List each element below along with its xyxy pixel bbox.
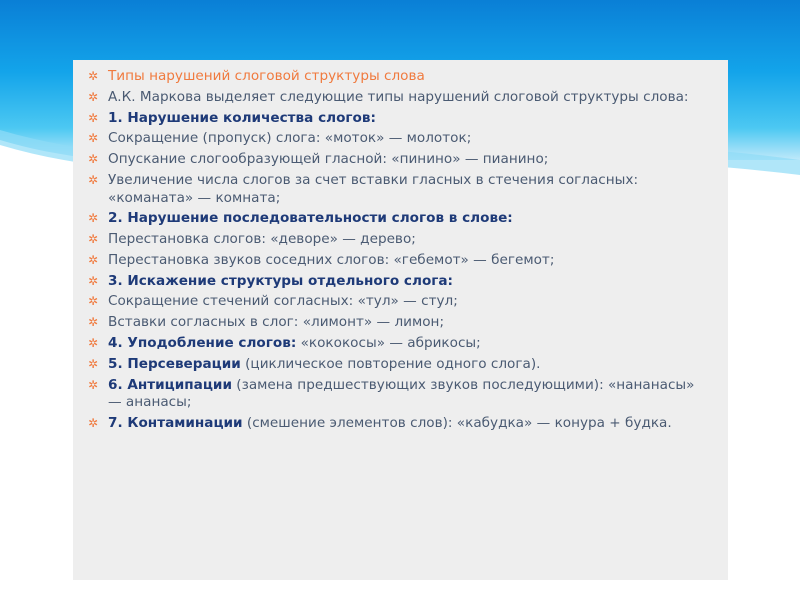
item-text: Опускание слогообразующей гласной: «пинино» — пианино; xyxy=(108,151,549,168)
list-item xyxy=(88,377,708,412)
item-text: (смешение элементов слов): «кабудка» — конура + будка. xyxy=(242,414,672,431)
bullet-star-icon: ✲ xyxy=(88,294,99,309)
item-text: Вставки согласных в слог: «лимонт» — лимон; xyxy=(108,314,445,331)
item-text: (циклическое повторение одного слога). xyxy=(240,355,541,372)
list-item xyxy=(88,335,708,353)
bullet-star-icon: ✲ xyxy=(88,273,99,288)
list-item xyxy=(88,172,708,207)
item-text: Сокращение (пропуск) слога: «моток» — молоток; xyxy=(108,130,472,147)
bullet-star-icon: ✲ xyxy=(88,232,99,247)
bullet-star-icon: ✲ xyxy=(88,315,99,330)
bullet-star-icon: ✲ xyxy=(88,211,99,226)
list-item xyxy=(88,68,708,86)
list-item xyxy=(88,314,708,332)
slide-title: Типы нарушений слоговой структуры слова xyxy=(108,68,425,84)
list-item xyxy=(88,110,708,128)
item-heading: 7. Контаминации xyxy=(108,414,243,431)
item-text: (замена предшествующих звуков последующими): «нананасы» — ананасы; xyxy=(108,376,695,411)
list-item xyxy=(88,130,708,148)
item-heading: 3. Искажение структуры отдельного слога: xyxy=(108,272,453,289)
item-heading: 5. Персеверации xyxy=(108,355,241,372)
bullet-star-icon: ✲ xyxy=(88,152,99,167)
bullet-star-icon: ✲ xyxy=(88,377,99,392)
list-item xyxy=(88,89,708,107)
list-item xyxy=(88,273,708,291)
item-text: А.К. Маркова выделяет следующие типы нарушений слоговой структуры слова: xyxy=(108,88,689,105)
bullet-star-icon: ✲ xyxy=(88,356,99,371)
bullet-star-icon: ✲ xyxy=(88,335,99,350)
list-item xyxy=(88,356,708,374)
item-heading: 6. Антиципации xyxy=(108,376,232,393)
bullet-star-icon: ✲ xyxy=(88,69,99,83)
list-item xyxy=(88,293,708,311)
item-heading: 2. Нарушение последовательности слогов в слове: xyxy=(108,210,513,227)
list-item xyxy=(88,210,708,228)
bullet-star-icon: ✲ xyxy=(88,131,99,146)
item-text: «кококосы» — абрикосы; xyxy=(296,334,481,351)
bullet-list xyxy=(88,68,708,436)
bullet-star-icon: ✲ xyxy=(88,172,99,187)
item-text: Сокращение стечений согласных: «тул» — стул; xyxy=(108,293,458,310)
bullet-star-icon: ✲ xyxy=(88,89,99,104)
list-item xyxy=(88,415,708,433)
bullet-star-icon: ✲ xyxy=(88,110,99,125)
item-text: Перестановка звуков соседних слогов: «гебемот» — бегемот; xyxy=(108,251,555,268)
list-item xyxy=(88,151,708,169)
item-text: Перестановка слогов: «деворе» — дерево; xyxy=(108,231,416,248)
item-heading: 4. Уподобление слогов: xyxy=(108,334,297,351)
list-item xyxy=(88,231,708,249)
bullet-star-icon: ✲ xyxy=(88,252,99,267)
item-text: Увеличение числа слогов за счет вставки гласных в стечения согласных: «команата» — комната; xyxy=(108,171,639,206)
bullet-star-icon: ✲ xyxy=(88,415,99,430)
list-item xyxy=(88,252,708,270)
item-heading: 1. Нарушение количества слогов: xyxy=(108,109,376,126)
